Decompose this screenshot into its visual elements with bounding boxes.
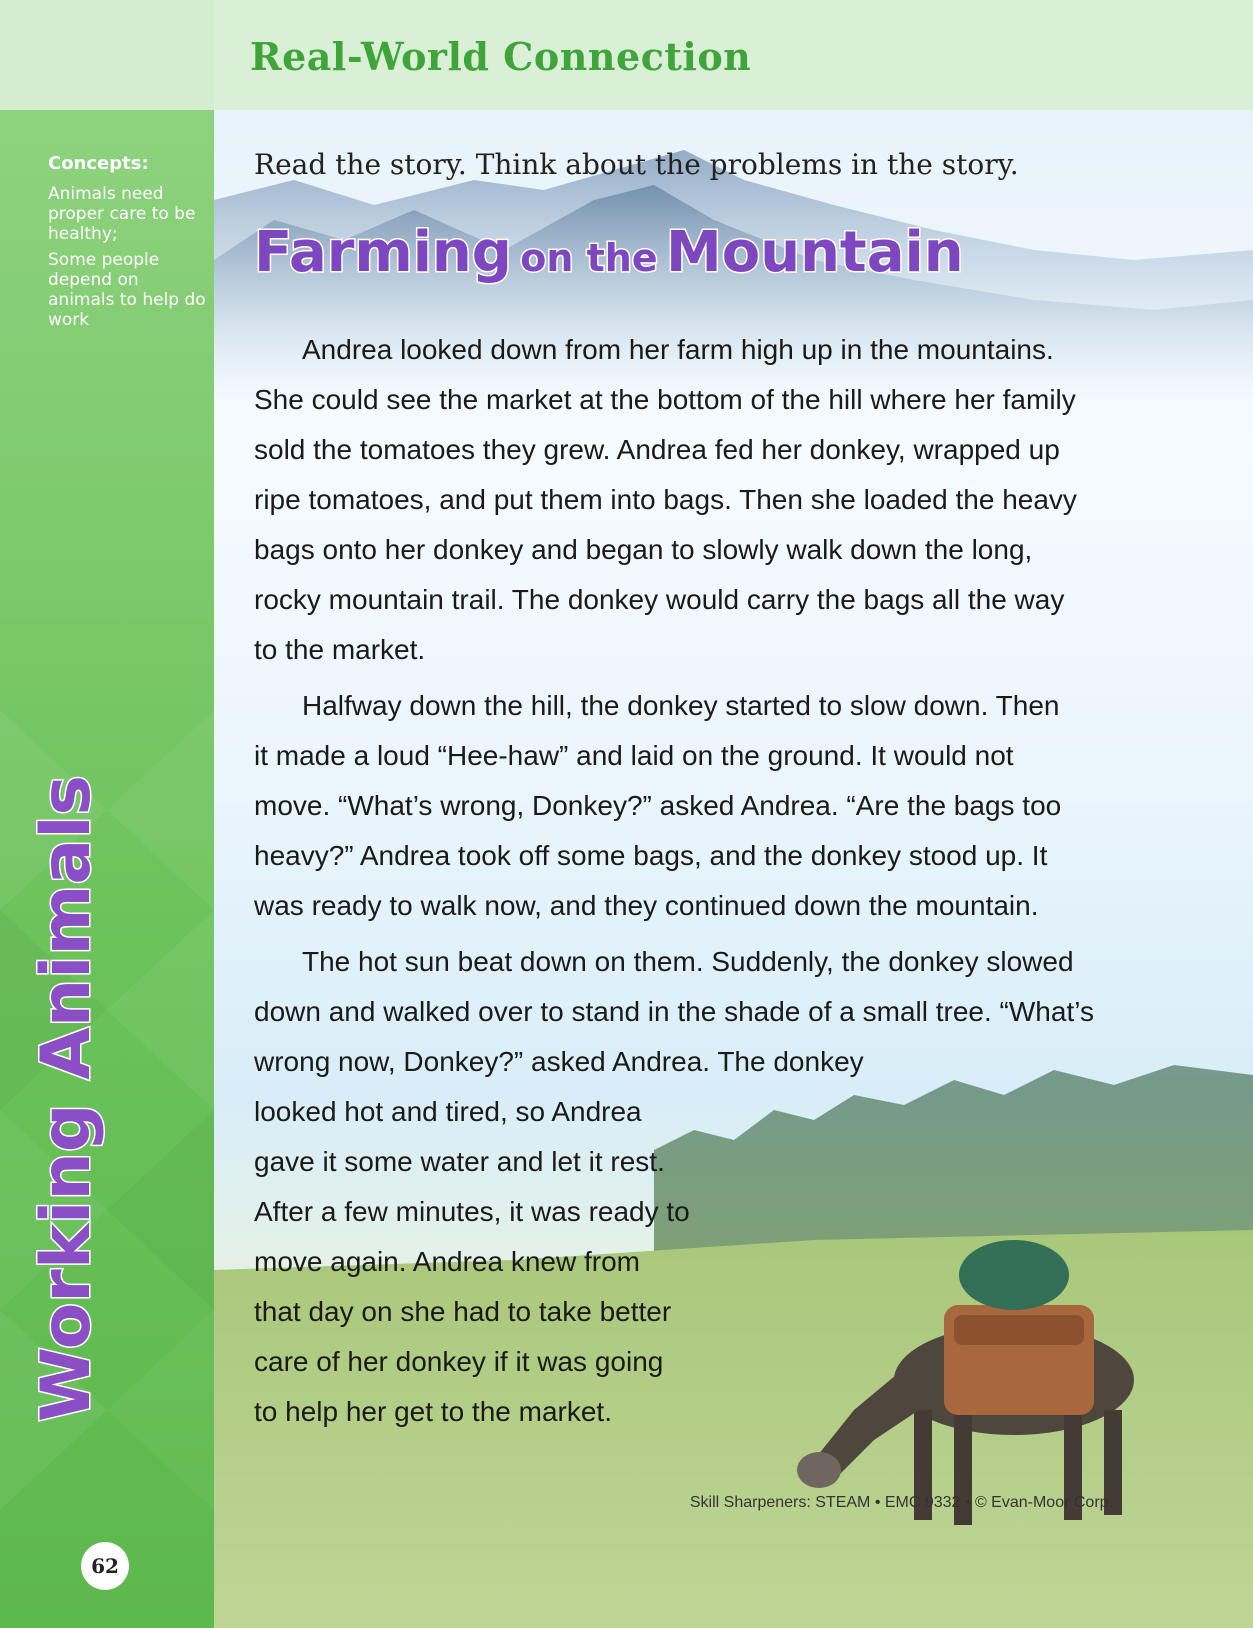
concept-item: Animals need proper care to be healthy;	[48, 184, 196, 244]
main-content	[214, 110, 1253, 1628]
instruction-text: Read the story. Think about the problems in the story.	[254, 148, 1019, 181]
story-title	[254, 220, 964, 285]
concept-item: Some people depend on animals to help do work	[48, 250, 206, 330]
sidebar-top-band	[0, 0, 214, 110]
section-title: Real-World Connection	[250, 34, 752, 79]
story-paragraph: Halfway down the hill, the donkey started to slow down. Then it made a loud “Hee-haw” and laid on the ground. It would not move. “What’s wrong, Donkey?” asked Andrea. “Are the bags too heavy?” Andrea took off some bags, and the donkey stood up. It was ready to walk now, and they continued down the mountain.	[254, 690, 1062, 921]
story-title-part1: Farming	[254, 220, 512, 285]
concepts-box	[48, 154, 208, 336]
unit-title: Working Animals	[27, 775, 106, 1422]
page-number: 62	[81, 1542, 129, 1590]
footer-credit: Skill Sharpeners: STEAM • EMC 9332 • © Evan-Moor Corp.	[689, 1494, 1113, 1511]
story-title-part2: on the	[520, 236, 658, 280]
header-bar	[214, 0, 1253, 110]
story-paragraph: The hot sun beat down on them. Suddenly, the donkey slowed down and walked over to stand in the shade of a small tree. “What’s wrong now, Donkey?” asked Andrea. The donkey	[254, 946, 1094, 1077]
story-paragraph-continued: looked hot and tired, so Andrea gave it some water and let it rest. After a few minutes, it was ready to move again. Andrea knew from that day on she had to take better care of her donkey if it was going to help her get to the market.	[254, 1096, 690, 1427]
story-body	[254, 325, 1124, 1443]
story-title-part3: Mountain	[666, 220, 964, 285]
concepts-label: Concepts:	[48, 153, 149, 174]
story-paragraph: Andrea looked down from her farm high up in the mountains. She could see the market at the bottom of the hill where her family sold the tomatoes they grew. Andrea fed her donkey, wrapped up ripe tomatoes, and put them into bags. Then she loaded the heavy bags onto her donkey and began to slowly walk down the long, rocky mountain trail. The donkey would carry the bags all the way to the market.	[254, 334, 1077, 665]
